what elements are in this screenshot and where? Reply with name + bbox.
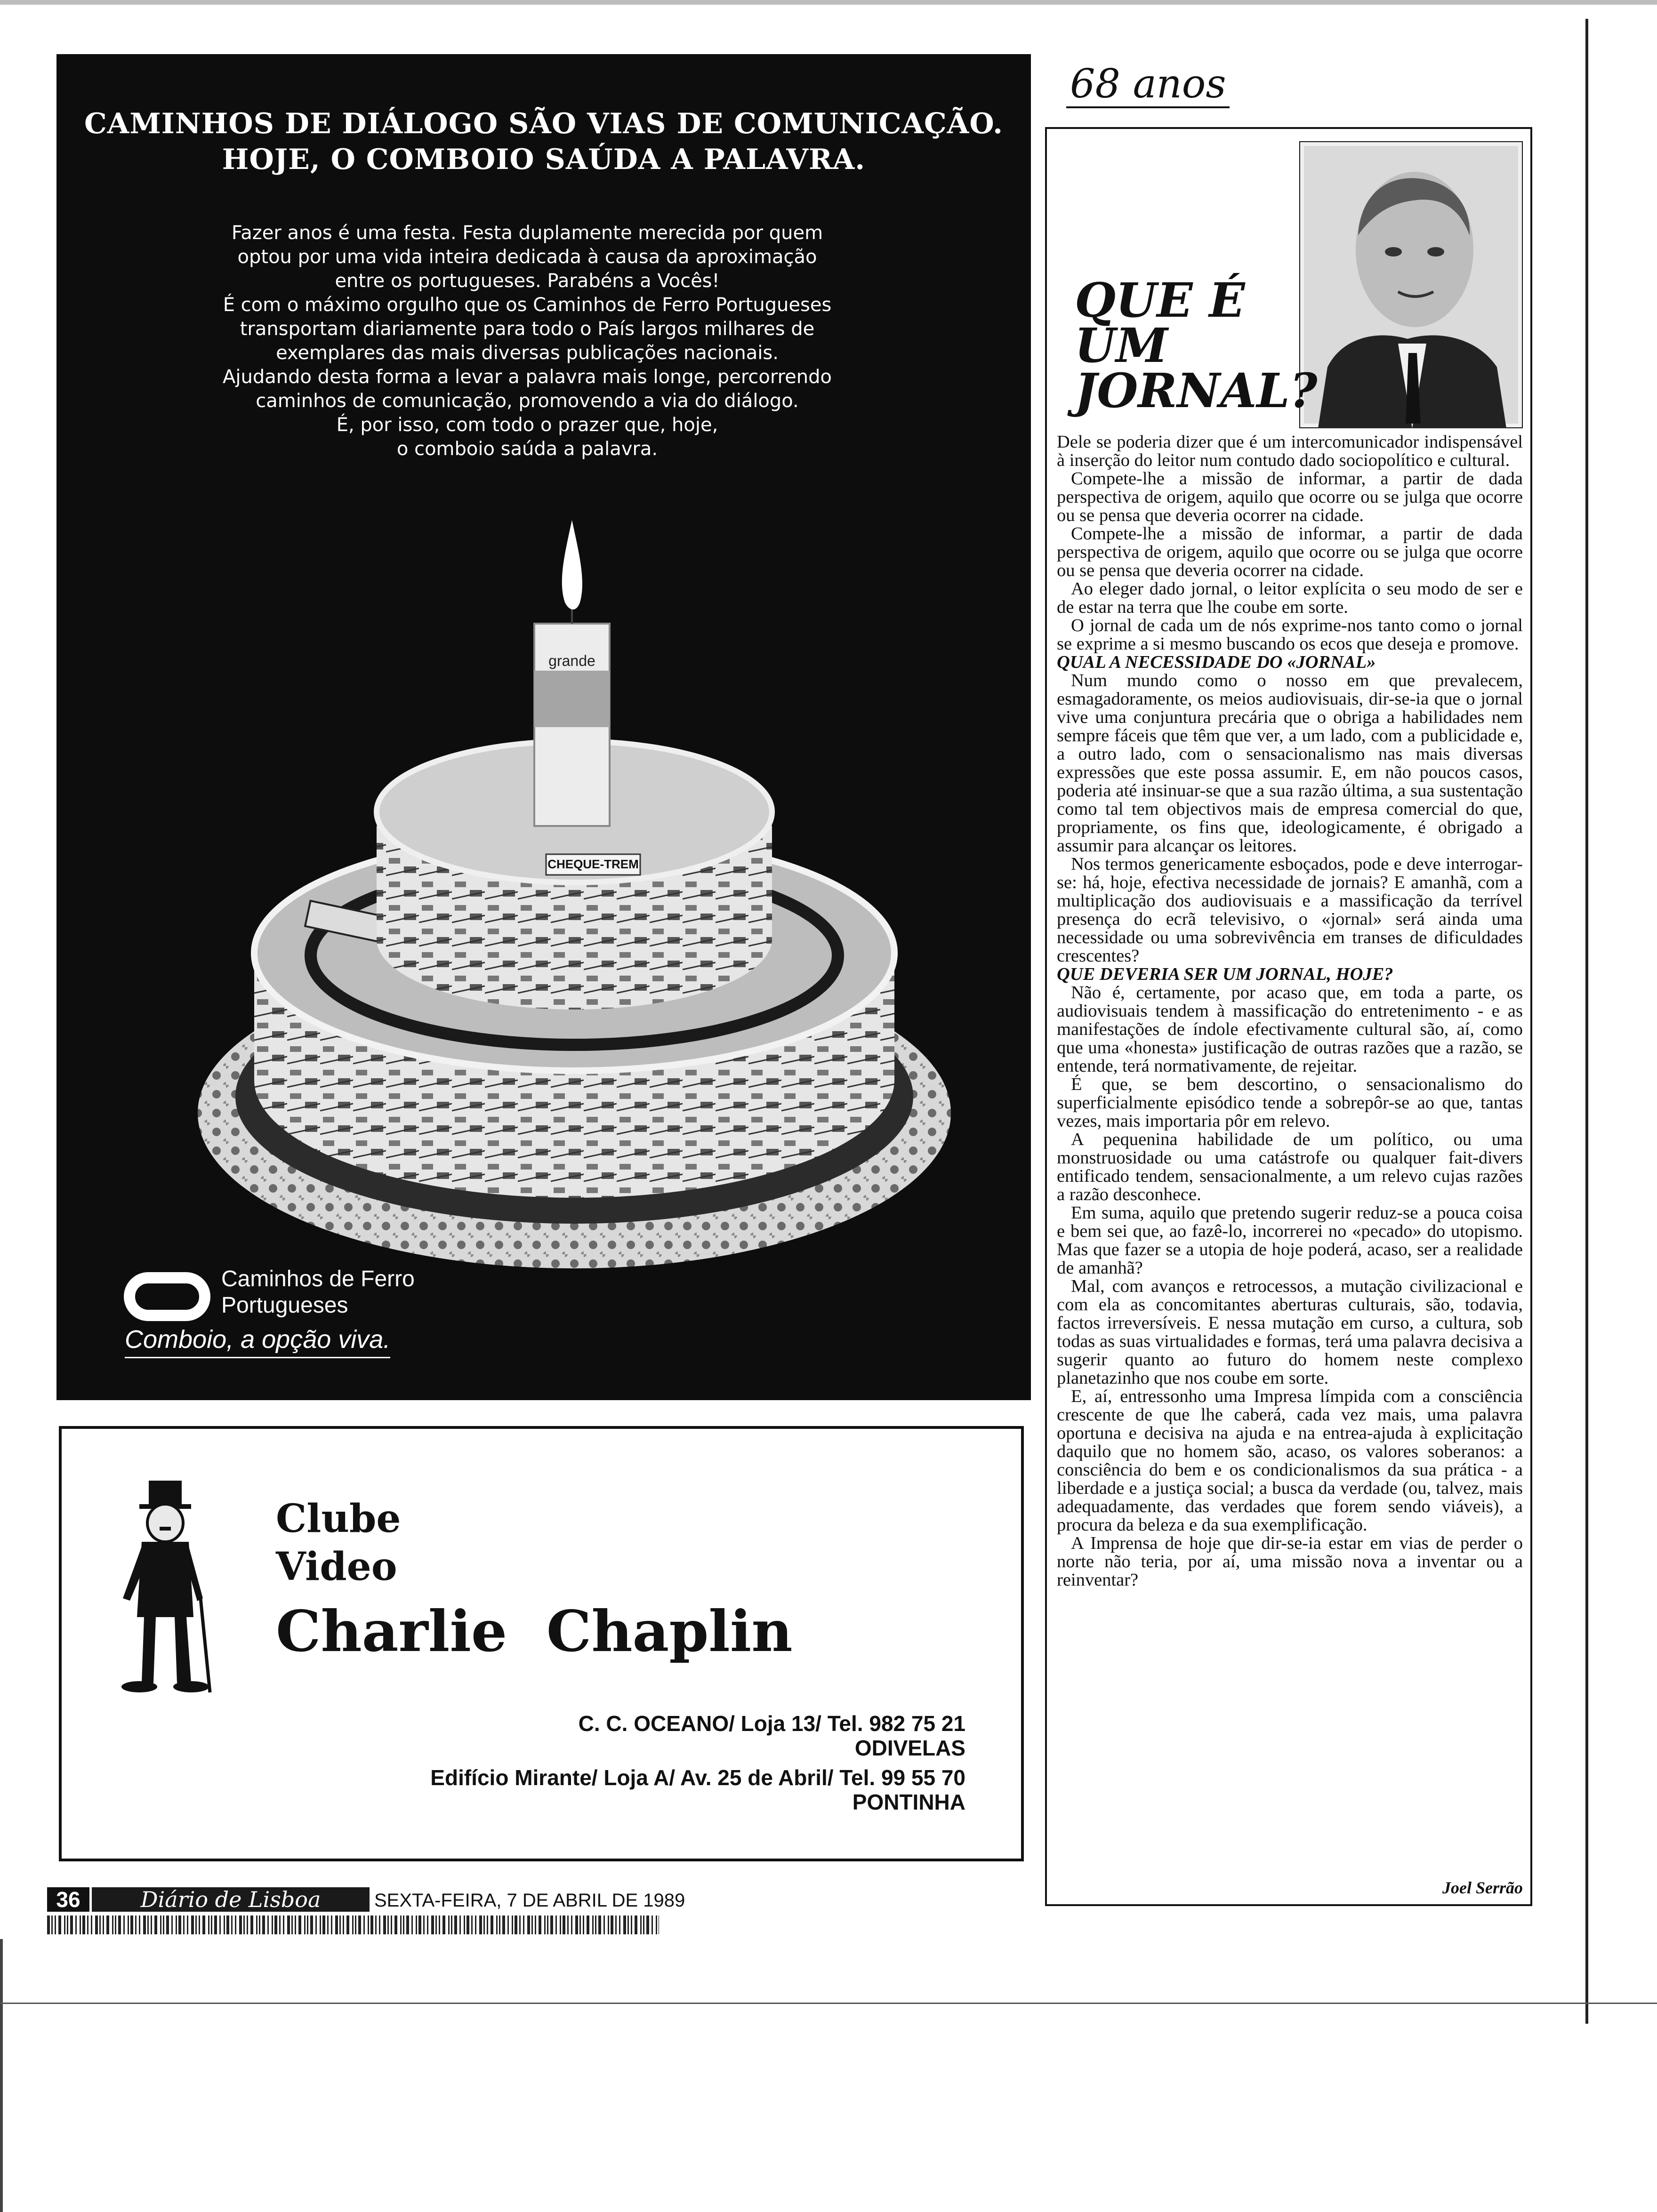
article-author: Joel Serrão [1442, 1878, 1523, 1897]
article-paragraph: E, aí, entressonho uma Impresa límpida com a consciência crescente de que lhe caberá, cada vez mais, uma palavra oportuna e decisiva na ajuda e na entrea-ajuda à explicitação daquilo que no homem são, acaso, os valores soberanos: a consciência do bem e os condicionalismos da sua prática - a liberdade e a justiça social; a busca da verdade (ou, talvez, mais adequadamente, das verdades que forem sendo viáveis), a procura da beleza e da sua exemplificação. [1057, 1387, 1523, 1535]
scan-right-edge [1585, 19, 1588, 2024]
advert-body-text [198, 221, 857, 461]
article-paragraph: É que, se bem descortino, o sensacionalismo do superficialmente episódico tende a sobrepôr-se ao que, tantas vezes, mais importaria pôr em relevo. [1057, 1074, 1523, 1131]
article-paragraph: A Imprensa de hoje que dir-se-ia estar em vias de perder o norte não teria, por aí, uma missão nova a inventar ou a reinventar? [1057, 1533, 1523, 1590]
advert-brand-name [221, 1266, 415, 1319]
article-title-line: JORNAL? [1075, 363, 1318, 418]
advert-body-line: caminhos de comunicação, promovendo a via do diálogo. [256, 390, 799, 412]
article-paragraph: Num mundo como o nosso em que prevalecem, esmagadoramente, os meios audiovisuais, dir-se-ia que o jornal vive uma conjuntura precária que o obriga a habilidades nem sempre fáceis que têm que ver, a um lado, com a publicidade e, a outro lado, com o sensacionalismo nas mais diversas expressões que este possa assumir. E, em não poucos casos, poderia até insinuar-se que a sua razão última, a sua sustentação como tal tem objectivos mais de empresa comercial do que, propriamente, os fins que, ideologicamente, é obrigado a assumir para alcançar os leitores. [1057, 671, 1523, 856]
advert-body-line: exemplares das mais diversas publicações nacionais. [276, 342, 779, 364]
video-club-address-1 [542, 1711, 965, 1760]
article-paragraph: A pequenina habilidade de um político, ou uma monstruosidade ou uma catástrofe ou qualquer fait-divers entificado tendem, sensacionalmente, a um relevo cujas razões a razão desconhece. [1057, 1130, 1523, 1204]
author-portrait-photo [1299, 141, 1523, 428]
cp-logo-icon [122, 1264, 212, 1330]
article-paragraph: Nos termos genericamente esboçados, pode e deve interrogar-se: há, hoje, efectiva necessidade de jornais? E amanhã, com a multiplicação dos audiovisuais e a massificação da terrível presença do ecrã televisivo, o «jornal» será ainda uma necessidade ou uma sobrevivência em transes de dificuldades crescentes? [1057, 854, 1523, 966]
birthday-cake-photo [188, 501, 965, 1301]
video-club-advert [59, 1426, 1024, 1861]
address-line: Edifício Mirante/ Loja A/ Av. 25 de Abril/ Tel. 99 55 70 [430, 1765, 965, 1790]
advert-headline [56, 106, 1031, 177]
advert-body-line: É, por isso, com todo o prazer que, hoje, [336, 414, 718, 436]
address-line: C. C. OCEANO/ Loja 13/ Tel. 982 75 21 [578, 1711, 965, 1736]
article-body [1057, 433, 1523, 1589]
advert-body-line: transportam diariamente para todo o País largos milhares de [240, 318, 815, 340]
article-paragraph: Não é, certamente, por acaso que, em toda a parte, os audiovisuais tendem à massificação do entretenimento - e as manifestações de índole efectivamente cultural são, aí, como que uma «honesta» justificação de outras razões que a razão, se entende, terá normativamente, de rejeitar. [1057, 983, 1523, 1076]
article-title-line: UM [1075, 318, 1168, 373]
article-paragraph: Compete-lhe a missão de informar, a partir de dada perspectiva de origem, aquilo que ocorre ou se julga que ocorre ou se pensa que deveria ocorrer na cidade. [1057, 469, 1523, 525]
address-city: PONTINHA [852, 1790, 965, 1814]
article-subheading: QUAL A NECESSIDADE DO «JORNAL» [1057, 652, 1376, 672]
footer-barcode-strip [47, 1915, 659, 1934]
scan-top-edge [0, 0, 1657, 5]
article-paragraph: Mal, com avanços e retrocessos, a mutação civilizacional e com ela as concomitantes aberturas culturais, são, todavia, factos irreversíveis. E nessa mutação em curso, a cultura, sob todas as suas virtualidades e formas, terá uma palavra decisiva a sugerir quanto ao futuro do homem neste complexo planetazinho que nos coube em sorte. [1057, 1276, 1523, 1388]
article-paragraph: Dele se poderia dizer que é um intercomunicador indispensável à inserção do leitor num contudo dado sociopolítico e cultural. [1057, 432, 1523, 470]
candle-flame [562, 520, 582, 609]
article-subheading: QUE DEVERIA SER UM JORNAL, HOJE? [1057, 964, 1393, 984]
article-title-line: QUE É [1075, 272, 1245, 328]
advert-brand-line-2: Portugueses [221, 1293, 348, 1318]
article-paragraph: Ao eleger dado jornal, o leitor explícita o seu modo de ser e de estar na terra que lhe coube em sorte. [1057, 579, 1523, 617]
railway-advert [56, 54, 1031, 1400]
advert-headline-line-1: CAMINHOS DE DIÁLOGO SÃO VIAS DE COMUNICAÇÃO. [84, 107, 1003, 140]
advert-body-line: o comboio saúda a palavra. [396, 438, 658, 460]
advert-headline-line-2: HOJE, O COMBOIO SAÚDA A PALAVRA. [222, 143, 866, 176]
chaplin-silhouette-icon [109, 1481, 222, 1697]
article-paragraph: O jornal de cada um de nós exprime-nos tanto como o jornal se exprime a si mesmo buscando os ecos que deseja e promove. [1057, 616, 1523, 654]
page-bottom-rule [0, 2003, 1657, 2004]
scan-left-edge [0, 1939, 3, 2212]
address-city: ODIVELAS [854, 1736, 965, 1760]
video-club-line-1: Clube [276, 1496, 401, 1541]
video-club-label [276, 1495, 401, 1591]
advert-body-line: Fazer anos é uma festa. Festa duplamente merecida por quem [231, 222, 823, 244]
advert-body-line: optou por uma vida inteira dedicada à causa da aproximação [237, 246, 817, 268]
page-number: 36 [47, 1887, 89, 1912]
video-club-address-2 [241, 1765, 965, 1814]
advert-body-line: entre os portugueses. Parabéns a Vocês! [335, 270, 720, 292]
video-club-name: Charlie Chaplin [276, 1598, 793, 1665]
advert-body-line: Ajudando desta forma a levar a palavra mais longe, percorrendo [223, 366, 832, 388]
article-paragraph: Compete-lhe a missão de informar, a partir de dada perspectiva de origem, aquilo que ocorre ou se julga que ocorre ou se pensa que deveria ocorrer na cidade. [1057, 524, 1523, 580]
advert-body-line: É com o máximo orgulho que os Caminhos de Ferro Portugueses [223, 294, 832, 316]
candle-label: grande [548, 652, 595, 669]
article-paragraph: Em suma, aquilo que pretendo sugerir reduz-se a pouca coisa e bem sei que, ao fazê-lo, incorrerei no «pecado» do utopismo. Mas que fazer se a utopia de hoje poderá, acaso, ser a realidade de amanhã? [1057, 1203, 1523, 1278]
issue-date: SEXTA-FEIRA, 7 DE ABRIL DE 1989 [374, 1890, 685, 1911]
article-title [1075, 272, 1318, 418]
section-heading: 68 anos [1066, 61, 1230, 108]
advert-slogan: Comboio, a opção viva. [125, 1325, 390, 1358]
video-club-line-2: Video [276, 1544, 397, 1589]
newspaper-masthead: Diário de Lisboa [92, 1887, 370, 1912]
cake-ticket-label: CHEQUE-TREM [547, 857, 639, 871]
advert-brand-line-1: Caminhos de Ferro [221, 1266, 415, 1291]
